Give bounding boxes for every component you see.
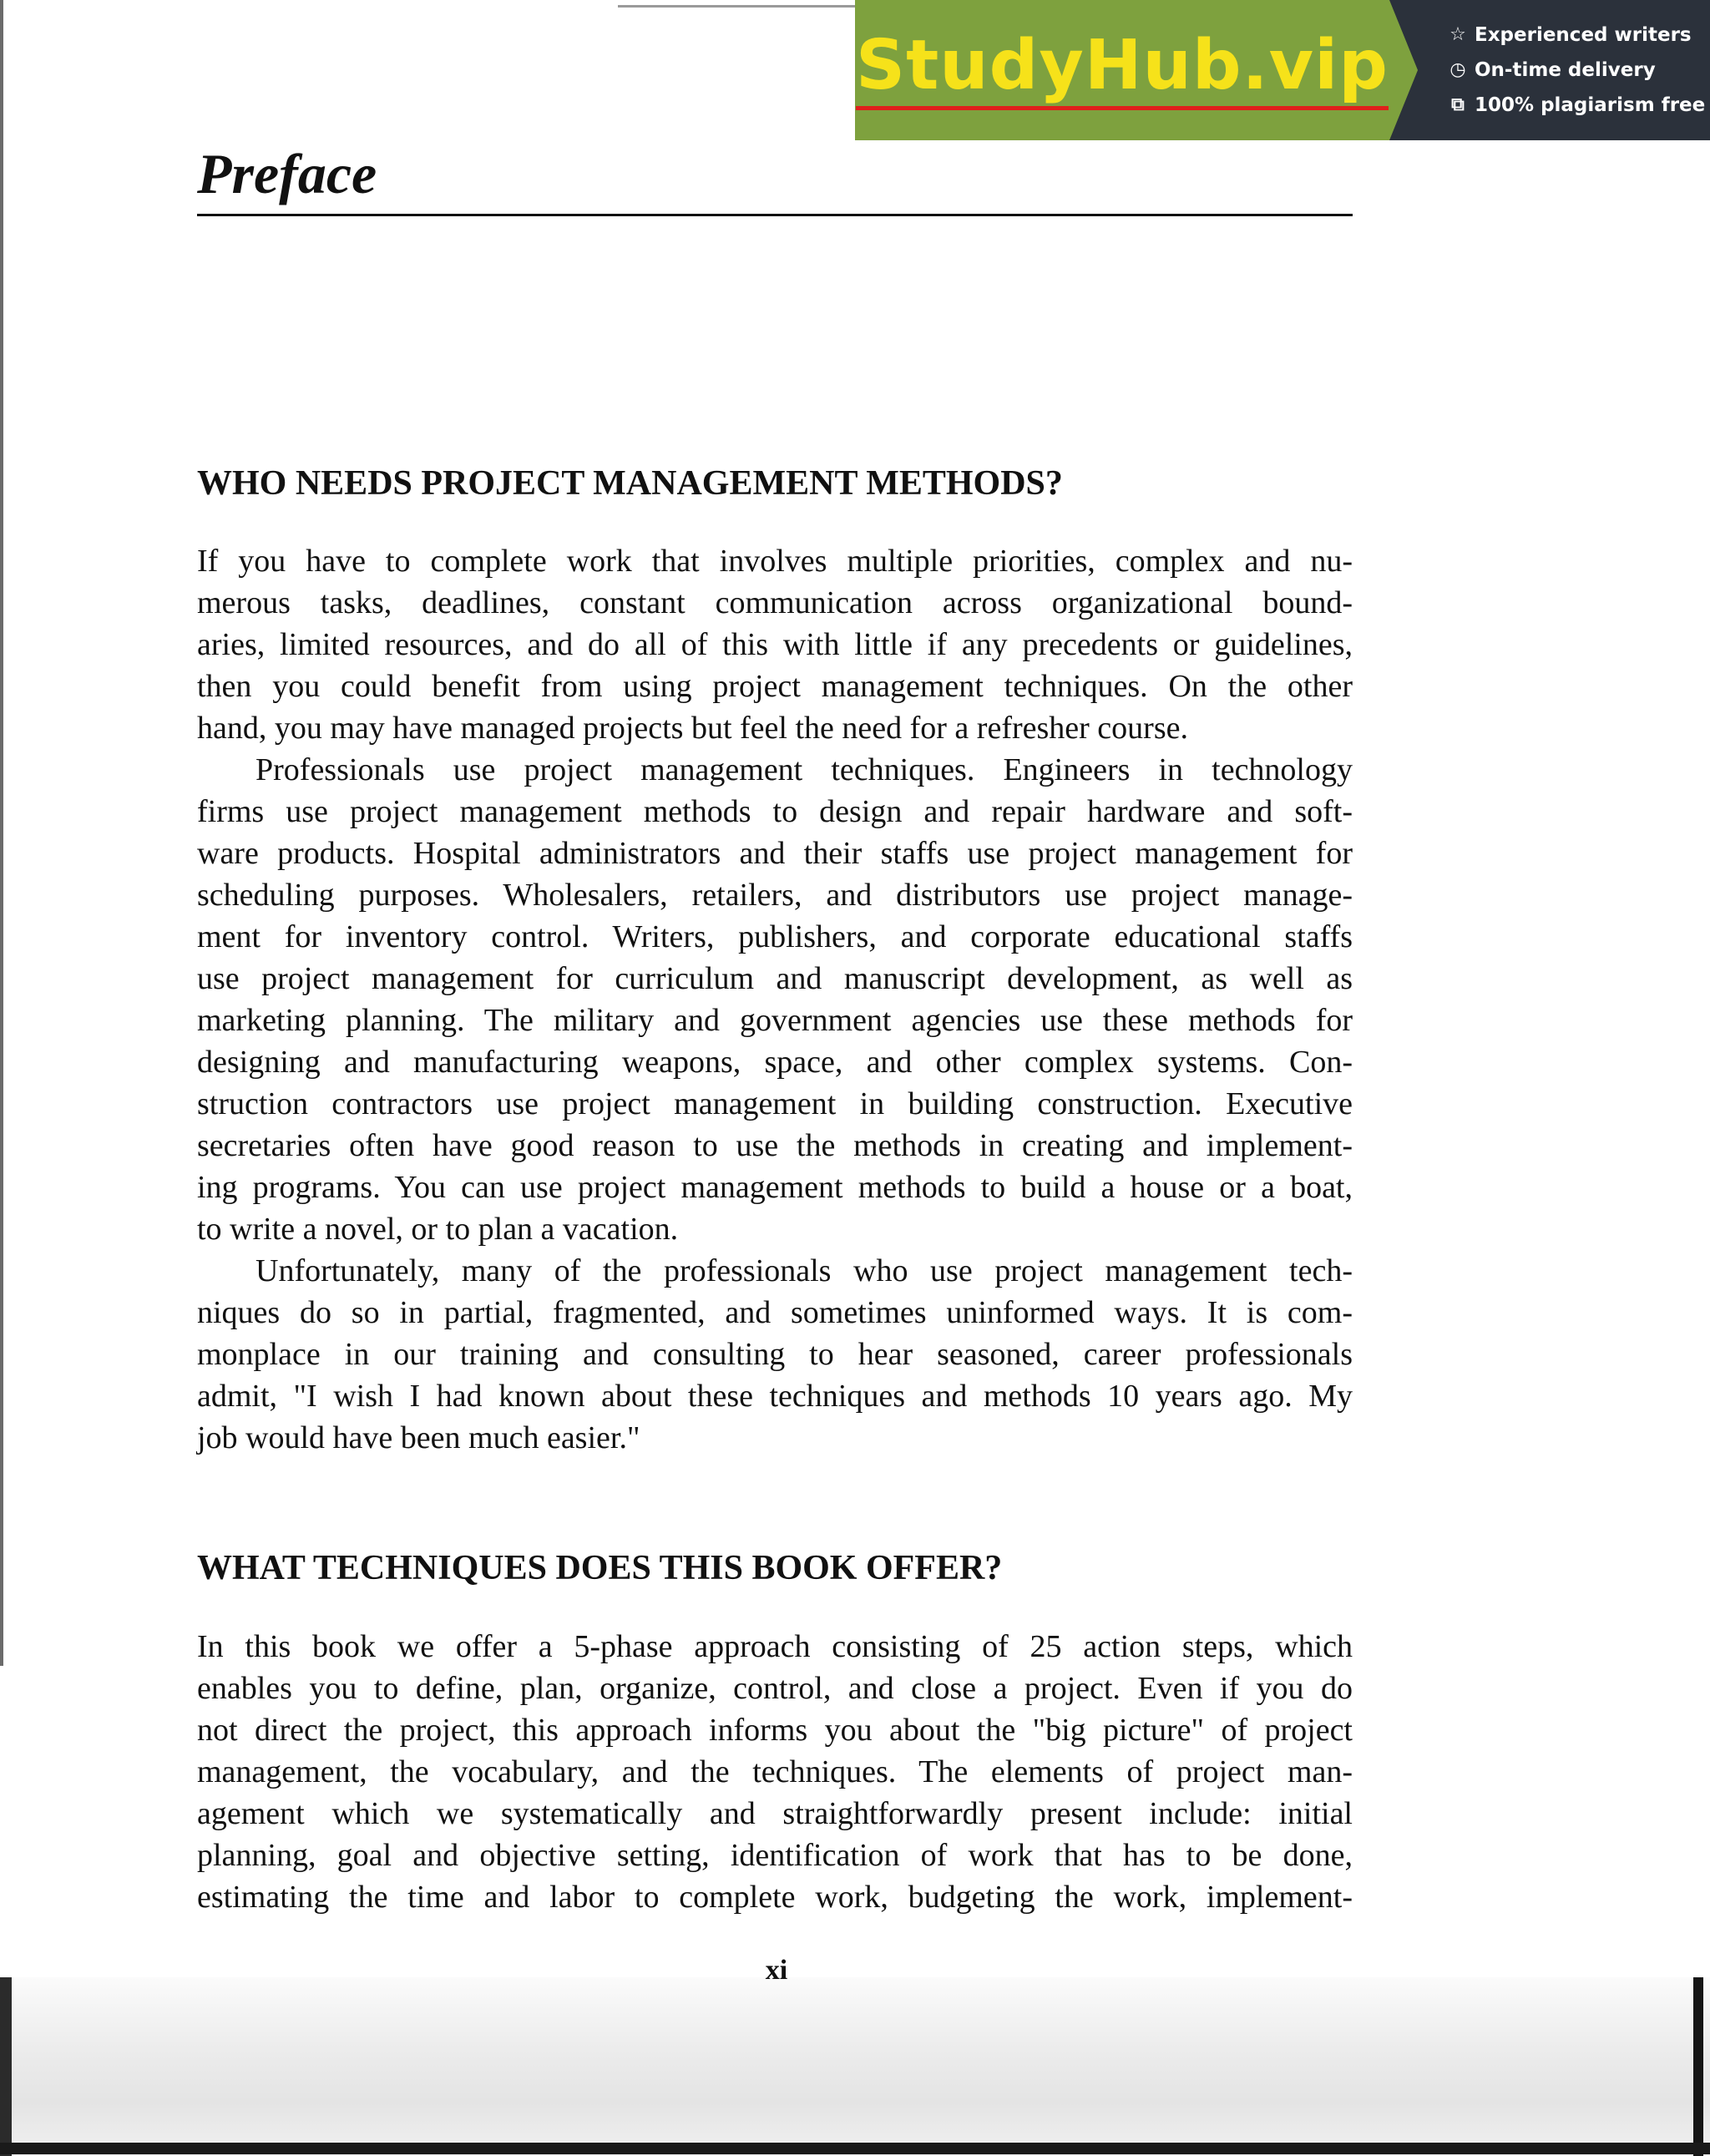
clock-icon: ◷: [1449, 59, 1466, 80]
text-line: aries, limited resources, and do all of this with little if any precedents or guidelines,: [197, 627, 1353, 662]
text-line: ing programs. You can use project management methods to build a house or a boat,: [197, 1170, 1353, 1205]
badge-on-time-delivery: [1446, 53, 1710, 88]
text-line: management, the vocabulary, and the techniques. The elements of project man-: [197, 1754, 1353, 1789]
text-line: then you could benefit from using project management techniques. On the other: [197, 669, 1353, 704]
badge-plagiarism-free: [1446, 88, 1710, 123]
text-line: scheduling purposes. Wholesalers, retailers, and distributors use project manage-: [197, 878, 1353, 913]
copy-icon: ⧉: [1451, 94, 1465, 115]
scan-bottom-rule: [0, 2143, 1710, 2154]
watermark-banner[interactable]: [855, 0, 1710, 140]
text-line: merous tasks, deadlines, constant communication across organizational bound-: [197, 585, 1353, 620]
text-line: use project management for curriculum and manuscript development, as well as: [197, 961, 1353, 996]
text-line: struction contractors use project management in building construction. Executive: [197, 1086, 1353, 1121]
badge-label: Experienced writers: [1475, 24, 1692, 46]
title-rule: [197, 214, 1353, 216]
text-line: Professionals use project management techniques. Engineers in technology: [255, 752, 1353, 787]
text-line: secretaries often have good reason to use the methods in creating and implement-: [197, 1128, 1353, 1163]
text-line: ment for inventory control. Writers, publishers, and corporate educational staffs: [197, 919, 1353, 954]
scan-top-line: [618, 5, 860, 8]
badge-experienced-writers: [1446, 18, 1710, 53]
star-outline-icon: ☆: [1449, 24, 1466, 45]
text-line: job would have been much easier.": [197, 1420, 640, 1455]
text-line: designing and manufacturing weapons, space, and other complex systems. Con-: [197, 1045, 1353, 1080]
text-line: monplace in our training and consulting to hear seasoned, career professionals: [197, 1337, 1353, 1372]
brand-panel: [855, 0, 1389, 140]
section-heading-who-needs: WHO NEEDS PROJECT MANAGEMENT METHODS?: [197, 464, 1063, 503]
badge-label: On-time delivery: [1475, 59, 1656, 81]
text-line: admit, "I wish I had known about these techniques and methods 10 years ago. My: [197, 1379, 1353, 1414]
text-line: niques do so in partial, fragmented, and sometimes uninformed ways. It is com-: [197, 1295, 1353, 1330]
section-heading-what-techniques: WHAT TECHNIQUES DOES THIS BOOK OFFER?: [197, 1549, 1003, 1587]
text-line: agement which we systematically and straightforwardly present include: initial: [197, 1796, 1353, 1831]
text-line: If you have to complete work that involves multiple priorities, complex and nu-: [197, 544, 1353, 579]
scan-bottom-band: [0, 1977, 1710, 2156]
scan-left-edge: [0, 0, 3, 1666]
text-line: firms use project management methods to design and repair hardware and soft-: [197, 794, 1353, 829]
badge-label: 100% plagiarism free: [1475, 94, 1706, 116]
text-line: estimating the time and labor to complete work, budgeting the work, implement-: [197, 1880, 1353, 1915]
text-line: ware products. Hospital administrators and their staffs use project management for: [197, 836, 1353, 871]
text-line: to write a novel, or to plan a vacation.: [197, 1212, 679, 1247]
page-title: Preface: [197, 142, 377, 205]
text-line: Unfortunately, many of the professionals who use project management tech-: [255, 1253, 1353, 1288]
text-line: planning, goal and objective setting, identification of work that has to be done,: [197, 1838, 1353, 1873]
text-line: marketing planning. The military and government agencies use these methods for: [197, 1003, 1353, 1038]
text-line: not direct the project, this approach informs you about the "big picture" of project: [197, 1713, 1353, 1748]
text-line: In this book we offer a 5-phase approach consisting of 25 action steps, which: [197, 1629, 1353, 1664]
brand-logo: StudyHub.vip: [856, 30, 1389, 109]
feature-badges: [1389, 0, 1710, 140]
text-line: enables you to define, plan, organize, control, and close a project. Even if you do: [197, 1671, 1353, 1706]
text-line: hand, you may have managed projects but feel the need for a refresher course.: [197, 711, 1188, 746]
page-number: xi: [765, 1955, 788, 1986]
